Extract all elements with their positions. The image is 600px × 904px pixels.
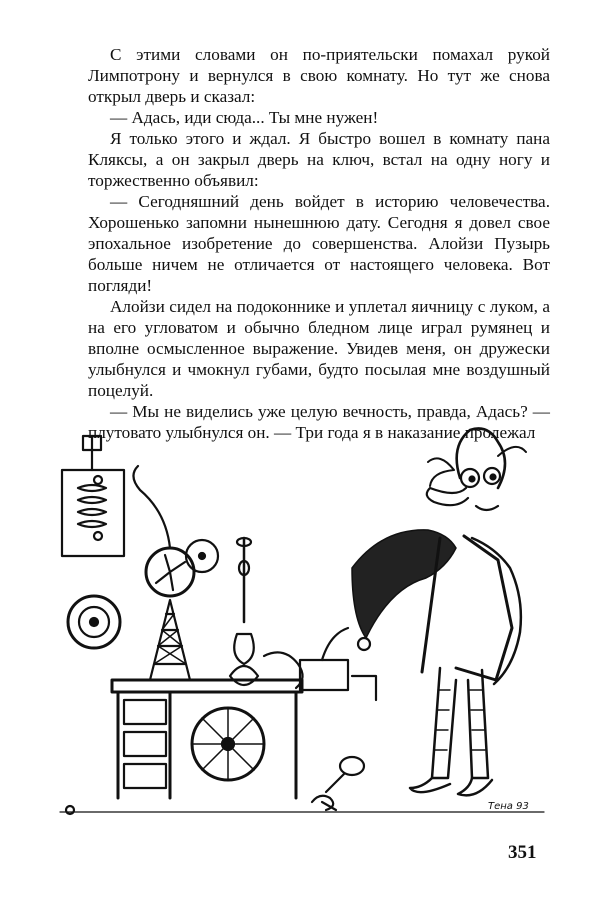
illustration-signature: Тена 93 [488,801,529,812]
body-text [88,44,550,443]
paragraph-3: Я только этого и ждал. Я быстро вошел в комнату пана Кляксы, а он закрыл дверь на ключ, встал на одну ногу и торжественно объявил: [88,129,550,190]
page-number: 351 [508,842,537,863]
paragraph-4: — Сегодняшний день войдет в историю человечества. Хорошенько запомни нынешнюю дату. Сегодня я довел свое эпохальное изобретение до совершенства. Алойзи Пузырь больше ничем не отличается от настоящего человека. Вот погляди! [88,192,550,295]
illustration-inventor-machine [52,418,552,818]
paragraph-2: — Адась, иди сюда... Ты мне нужен! [110,108,379,127]
paragraph-6: — Мы не виделись уже целую вечность, правда, Адась? — плутовато улыбнулся он. — Три года я в наказание пролежал [88,402,550,442]
paragraph-1: С этими словами он по-приятельски помахал рукой Лимпотрону и вернулся в свою комнату. Но тут же снова открыл дверь и сказал: [88,45,550,106]
paragraph-5: Алойзи сидел на подоконнике и уплетал яичницу с луком, а на его угловатом и обычно бледном лице играл румянец и вполне осмысленное выражение. Увидев меня, он дружески улыбнулся и чмокнул губами, будто посылая мне воздушный поцелуй. [88,297,550,400]
